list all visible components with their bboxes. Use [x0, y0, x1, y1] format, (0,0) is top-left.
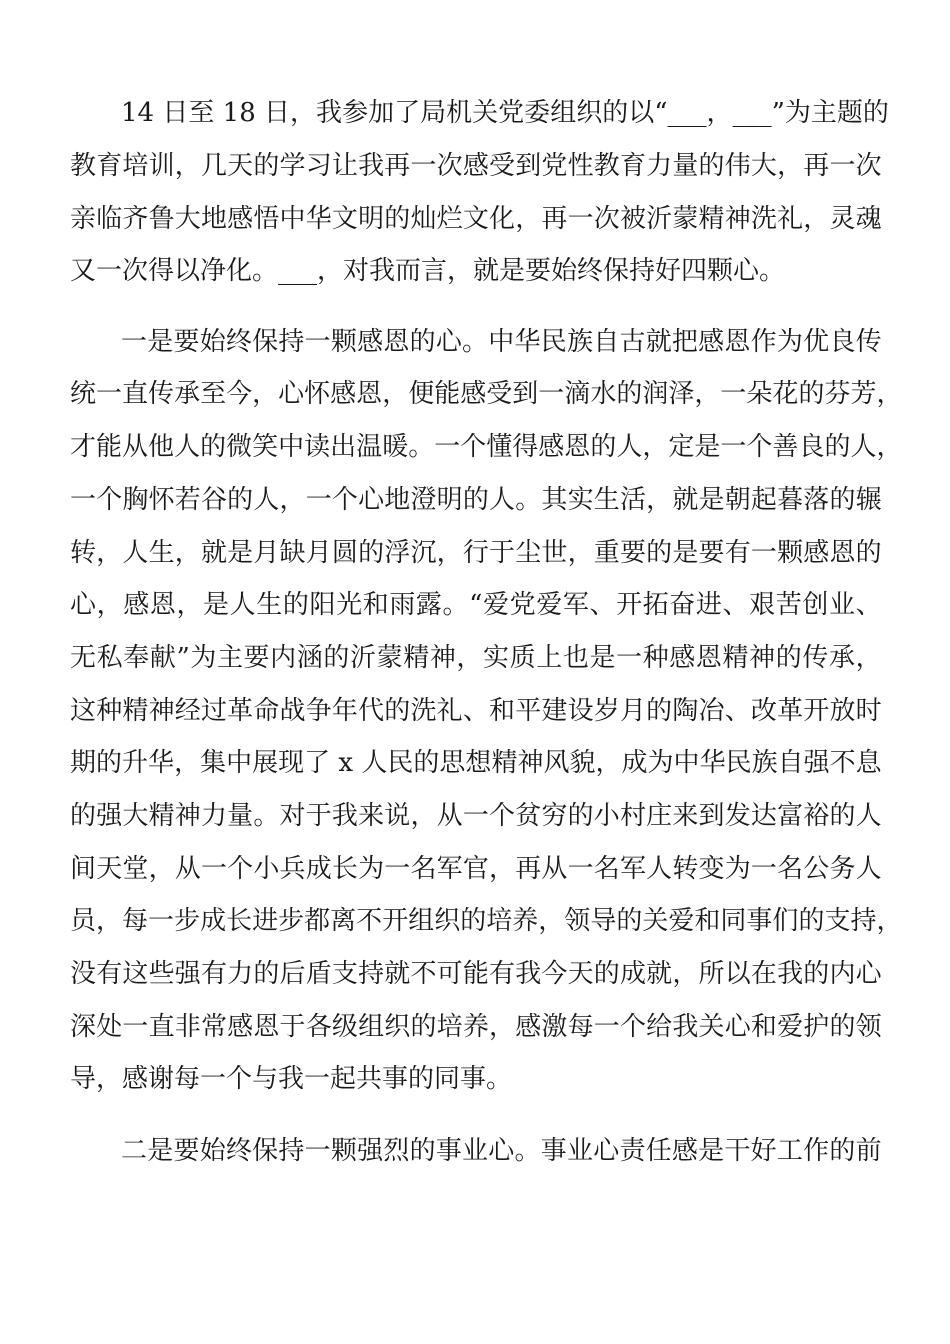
paragraph-line: 才 能 从 他 人 的 微 笑 中 读 出 温 暖 。 一 个 懂 得 感 恩 的 人 ， 定 是 一 个 善 良 的 人 ，	[70, 432, 903, 462]
paragraph-line: 没 有 这 些 强 有 力 的 后 盾 支 持 就 不 可 能 有 我 今 天 的 成 就 ， 所 以 在 我 的 内 心	[70, 959, 882, 989]
paragraph-line: 亲 临 齐 鲁 大 地 感 悟 中 华 文 明 的 灿 烂 文 化 ， 再 一 次 被 沂 蒙 精 神 洗 礼 ， 灵 魂	[70, 204, 882, 234]
paragraph-line: 间 天 堂 ， 从 一 个 小 兵 成 长 为 一 名 军 官 ， 再 从 一 名 军 人 转 变 为 一 名 公 务 人	[70, 854, 882, 884]
paragraph-line: 导，感谢每一个与我一起共事的同事。	[70, 1064, 513, 1094]
paragraph-line: 二 是 要 始 终 保 持 一 颗 强 烈 的 事 业 心 。 事 业 心 责 任 感 是 干 好 工 作 的 前	[121, 1136, 882, 1166]
paragraph-line: 转 ， 人 生 ， 就 是 月 缺 月 圆 的 浮 沉 ， 行 于 尘 世 ， 重 要 的 是 要 有 一 颗 感 恩 的	[70, 538, 882, 568]
paragraph-line: 一 个 胸 怀 若 谷 的 人 ， 一 个 心 地 澄 明 的 人 。 其 实 生 活 ， 就 是 朝 起 暮 落 的 辗	[70, 485, 882, 515]
paragraph-line: 无 私 奉 献 ” 为 主 要 内 涵 的 沂 蒙 精 神 ， 实 质 上 也 是 一 种 感 恩 精 神 的 传 承 ，	[70, 643, 882, 673]
paragraph-line: 1 4 日 至 1 8 日 ， 我 参 加 了 局 机 关 党 委 组 织 的 以 “ _ _ _ ， _ _ _ ” 为 主 题 的	[121, 98, 889, 128]
paragraph-line: 一 是 要 始 终 保 持 一 颗 感 恩 的 心 。 中 华 民 族 自 古 就 把 感 恩 作 为 优 良 传	[121, 327, 882, 357]
paragraph-line: 统 一 直 传 承 至 今 ， 心 怀 感 恩 ， 便 能 感 受 到 一 滴 水 的 润 泽 ， 一 朵 花 的 芬 芳 ，	[70, 379, 903, 409]
paragraph-line: 教 育 培 训 ， 几 天 的 学 习 让 我 再 一 次 感 受 到 党 性 教 育 力 量 的 伟 大 ， 再 一 次	[70, 151, 882, 181]
paragraph-line: 深 处 一 直 非 常 感 恩 于 各 级 组 织 的 培 养 ， 感 激 每 一 个 给 我 关 心 和 爱 护 的 领	[70, 1012, 882, 1042]
paragraph-line: 又一次得以净化。___，对我而言，就是要始终保持好四颗心。	[70, 256, 786, 286]
paragraph-line: 期 的 升 华 ， 集 中 展 现 了 x 人 民 的 思 想 精 神 风 貌 ， 成 为 中 华 民 族 自 强 不 息	[70, 748, 882, 778]
paragraph-line: 员 ， 每 一 步 成 长 进 步 都 离 不 开 组 织 的 培 养 ， 领 导 的 关 爱 和 同 事 们 的 支 持 ，	[70, 906, 903, 936]
paragraph-line: 心 ， 感 恩 ， 是 人 生 的 阳 光 和 雨 露 。 “ 爱 党 爱 军 、 开 拓 奋 进 、 艰 苦 创 业 、	[70, 590, 882, 620]
paragraph-line: 这 种 精 神 经 过 革 命 战 争 年 代 的 洗 礼 、 和 平 建 设 岁 月 的 陶 冶 、 改 革 开 放 时	[70, 696, 882, 726]
paragraph-line: 的 强 大 精 神 力 量 。 对 于 我 来 说 ， 从 一 个 贫 穷 的 小 村 庄 来 到 发 达 富 裕 的 人	[70, 801, 882, 831]
